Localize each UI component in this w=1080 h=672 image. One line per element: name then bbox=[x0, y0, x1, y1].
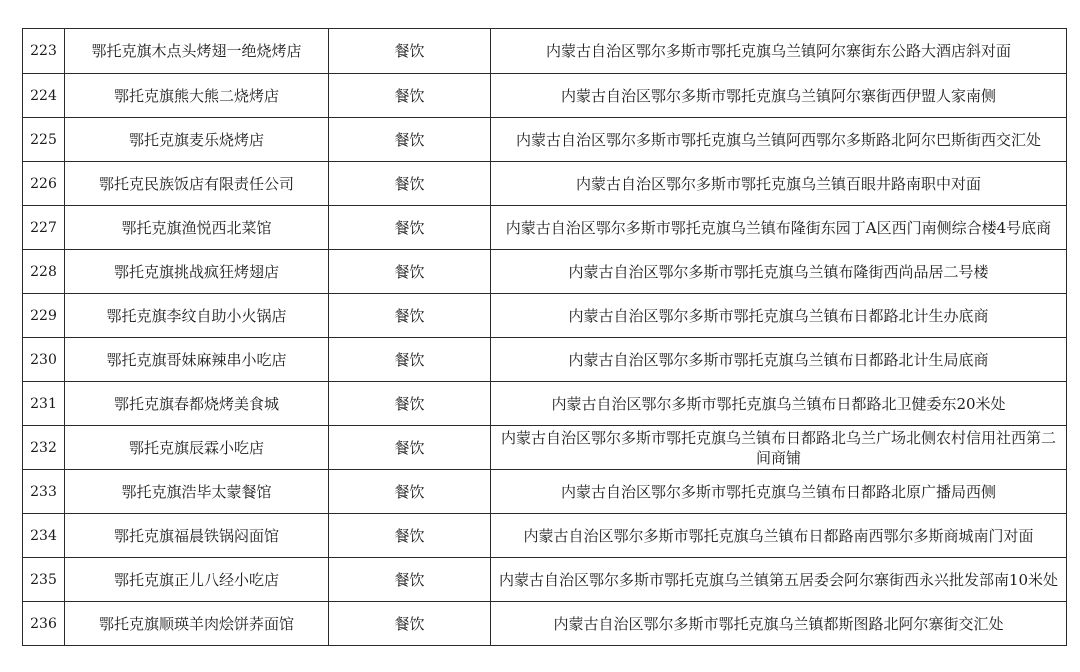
business-table bbox=[22, 28, 1067, 646]
row-number: 229 bbox=[23, 294, 65, 338]
business-address: 内蒙古自治区鄂尔多斯市鄂托克旗乌兰镇阿尔寨街西伊盟人家南侧 bbox=[491, 74, 1067, 118]
business-type: 餐饮 bbox=[329, 338, 491, 382]
row-number: 225 bbox=[23, 118, 65, 162]
row-number: 224 bbox=[23, 74, 65, 118]
row-number: 233 bbox=[23, 470, 65, 514]
business-address: 内蒙古自治区鄂尔多斯市鄂托克旗乌兰镇布日都路北卫健委东20米处 bbox=[491, 382, 1067, 426]
business-type: 餐饮 bbox=[329, 514, 491, 558]
business-name: 鄂托克旗春都烧烤美食城 bbox=[65, 382, 329, 426]
row-number: 235 bbox=[23, 558, 65, 602]
business-name: 鄂托克旗浩毕太蒙餐馆 bbox=[65, 470, 329, 514]
business-name: 鄂托克旗福晨铁锅闷面馆 bbox=[65, 514, 329, 558]
business-address: 内蒙古自治区鄂尔多斯市鄂托克旗乌兰镇布日都路北原广播局西侧 bbox=[491, 470, 1067, 514]
business-address: 内蒙古自治区鄂尔多斯市鄂托克旗乌兰镇布日都路北计生局底商 bbox=[491, 338, 1067, 382]
table-row bbox=[23, 514, 1067, 558]
table-row bbox=[23, 29, 1067, 74]
table-row bbox=[23, 74, 1067, 118]
table-row bbox=[23, 250, 1067, 294]
business-address: 内蒙古自治区鄂尔多斯市鄂托克旗乌兰镇都斯图路北阿尔寨街交汇处 bbox=[491, 602, 1067, 646]
table-row bbox=[23, 426, 1067, 470]
business-name: 鄂托克旗哥妹麻辣串小吃店 bbox=[65, 338, 329, 382]
business-address: 内蒙古自治区鄂尔多斯市鄂托克旗乌兰镇布日都路北乌兰广场北侧农村信用社西第二间商铺 bbox=[491, 426, 1067, 470]
table-row bbox=[23, 470, 1067, 514]
table-row bbox=[23, 602, 1067, 646]
table-row bbox=[23, 294, 1067, 338]
row-number: 227 bbox=[23, 206, 65, 250]
table-row bbox=[23, 118, 1067, 162]
business-type: 餐饮 bbox=[329, 250, 491, 294]
business-name: 鄂托克旗李纹自助小火锅店 bbox=[65, 294, 329, 338]
table-row bbox=[23, 162, 1067, 206]
business-address: 内蒙古自治区鄂尔多斯市鄂托克旗乌兰镇布隆街西尚品居二号楼 bbox=[491, 250, 1067, 294]
business-type: 餐饮 bbox=[329, 382, 491, 426]
business-address: 内蒙古自治区鄂尔多斯市鄂托克旗乌兰镇布日都路南西鄂尔多斯商城南门对面 bbox=[491, 514, 1067, 558]
business-name: 鄂托克旗麦乐烧烤店 bbox=[65, 118, 329, 162]
business-name: 鄂托克旗挑战疯狂烤翅店 bbox=[65, 250, 329, 294]
business-address: 内蒙古自治区鄂尔多斯市鄂托克旗乌兰镇阿尔寨街东公路大酒店斜对面 bbox=[491, 29, 1067, 74]
row-number: 234 bbox=[23, 514, 65, 558]
business-address: 内蒙古自治区鄂尔多斯市鄂托克旗乌兰镇第五居委会阿尔寨街西永兴批发部南10米处 bbox=[491, 558, 1067, 602]
table-row bbox=[23, 206, 1067, 250]
business-type: 餐饮 bbox=[329, 74, 491, 118]
business-name: 鄂托克旗顺瑛羊肉烩饼荞面馆 bbox=[65, 602, 329, 646]
row-number: 230 bbox=[23, 338, 65, 382]
business-type: 餐饮 bbox=[329, 426, 491, 470]
business-list-sheet bbox=[22, 28, 1066, 646]
business-address: 内蒙古自治区鄂尔多斯市鄂托克旗乌兰镇百眼井路南职中对面 bbox=[491, 162, 1067, 206]
row-number: 232 bbox=[23, 426, 65, 470]
row-number: 231 bbox=[23, 382, 65, 426]
row-number: 226 bbox=[23, 162, 65, 206]
business-name: 鄂托克旗熊大熊二烧烤店 bbox=[65, 74, 329, 118]
business-name: 鄂托克民族饭店有限责任公司 bbox=[65, 162, 329, 206]
business-address: 内蒙古自治区鄂尔多斯市鄂托克旗乌兰镇布日都路北计生办底商 bbox=[491, 294, 1067, 338]
business-name: 鄂托克旗辰霖小吃店 bbox=[65, 426, 329, 470]
row-number: 223 bbox=[23, 29, 65, 74]
business-name: 鄂托克旗木点头烤翅一绝烧烤店 bbox=[65, 29, 329, 74]
business-address: 内蒙古自治区鄂尔多斯市鄂托克旗乌兰镇布隆街东园丁A区西门南侧综合楼4号底商 bbox=[491, 206, 1067, 250]
table-row bbox=[23, 558, 1067, 602]
business-type: 餐饮 bbox=[329, 470, 491, 514]
business-name: 鄂托克旗渔悦西北菜馆 bbox=[65, 206, 329, 250]
business-name: 鄂托克旗正儿八经小吃店 bbox=[65, 558, 329, 602]
table-row bbox=[23, 338, 1067, 382]
business-address: 内蒙古自治区鄂尔多斯市鄂托克旗乌兰镇阿西鄂尔多斯路北阿尔巴斯街西交汇处 bbox=[491, 118, 1067, 162]
business-type: 餐饮 bbox=[329, 206, 491, 250]
business-type: 餐饮 bbox=[329, 294, 491, 338]
business-type: 餐饮 bbox=[329, 558, 491, 602]
business-type: 餐饮 bbox=[329, 118, 491, 162]
row-number: 228 bbox=[23, 250, 65, 294]
row-number: 236 bbox=[23, 602, 65, 646]
business-type: 餐饮 bbox=[329, 602, 491, 646]
table-row bbox=[23, 382, 1067, 426]
business-type: 餐饮 bbox=[329, 162, 491, 206]
business-type: 餐饮 bbox=[329, 29, 491, 74]
